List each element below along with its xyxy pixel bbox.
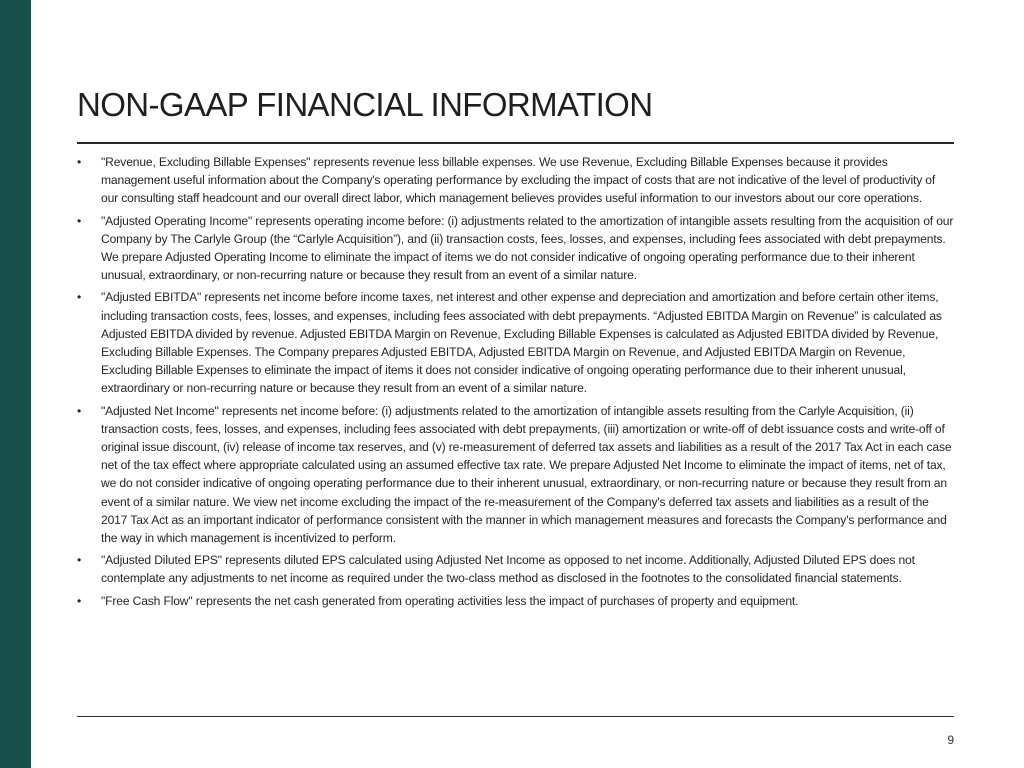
- list-item-adjusted-operating-income: [77, 212, 955, 285]
- bullet-icon: •: [77, 403, 82, 418]
- page-number: 9: [947, 733, 954, 747]
- list-item-text: "Adjusted Diluted EPS" represents diluted EPS calculated using Adjusted Net Income as opposed to net income. Additionally, Adjusted Diluted EPS does not contemplate any adjustments to net income as required under the two-class method as disclosed in the footnotes to the consolidated financial statements.: [101, 553, 915, 586]
- bullet-icon: •: [77, 553, 82, 568]
- list-item-revenue-excl-billable: [77, 153, 955, 208]
- list-item-text: "Free Cash Flow" represents the net cash generated from operating activities less the impact of purchases of property and equipment.: [101, 593, 799, 608]
- list-item-adjusted-ebitda: [77, 288, 955, 397]
- left-accent-bar: [0, 0, 31, 768]
- list-item-text: "Adjusted Operating Income" represents operating income before: (i) adjustments related to the amortization of intangible assets resulting from the acquisition of our Company by The Carlyle Group (the “Carlyle Acquisition”), and (ii) transaction costs, fees, losses, and expenses, including fees associated with debt prepayments. We prepare Adjusted Operating Income to eliminate the impact of items we do not consider indicative of ongoing operating performance due to their inherent unusual, extraordinary, or non-recurring nature or because they result from an event of a similar nature.: [101, 213, 954, 283]
- bullet-icon: •: [77, 213, 82, 228]
- bullet-icon: •: [77, 155, 82, 169]
- page-title: NON-GAAP FINANCIAL INFORMATION: [77, 86, 653, 123]
- definitions-list: [77, 153, 955, 614]
- list-item-text: "Revenue, Excluding Billable Expenses" represents revenue less billable expenses. We use Revenue, Excluding Billable Expenses because it provides management useful information about the Company's operating performance by excluding the impact of costs that are not indicative of the level of productivity of our consulting staff headcount and our overall direct labor, which management believes provides useful information to our investors about our core operations.: [101, 155, 936, 206]
- list-item-text: "Adjusted Net Income" represents net income before: (i) adjustments related to the amortization of intangible assets resulting from the Carlyle Acquisition, (ii) transaction costs, fees, losses, and expenses, including fees associated with debt prepayments, (iii) amortization or write-off of debt issuance costs and write-off of original issue discount, (iv) release of income tax reserves, and (v) re-measurement of deferred tax assets and liabilities as a result of the 2017 Tax Act in each case net of the tax effect where appropriate calculated using an assumed effective tax rate. We prepare Adjusted Net Income to eliminate the impact of items, net of tax, we do not consider indicative of ongoing operating performance due to their inherent unusual, extraordinary, or non-recurring nature or because they result from an event of a similar nature. We view net income excluding the impact of the re-measurement of the Company's deferred tax assets and liabilities as a result of the 2017 Tax Act as an important indicator of performance consistent with the manner in which management measures and forecasts the Company's performance and the way in which management is incentivized to perform.: [101, 403, 952, 546]
- bullet-icon: •: [77, 290, 82, 305]
- bullet-icon: •: [77, 593, 82, 608]
- list-item-text: "Adjusted EBITDA" represents net income before income taxes, net interest and other expense and depreciation and amortization and before certain other items, including transaction costs, fees, losses, and expenses, including fees associated with debt prepayments. “Adjusted EBITDA Margin on Revenue” is calculated as Adjusted EBITDA divided by revenue. Adjusted EBITDA Margin on Revenue, Excluding Billable Expenses is calculated as Adjusted EBITDA divided by Revenue, Excluding Billable Expenses. The Company prepares Adjusted EBITDA, Adjusted EBITDA Margin on Revenue, and Adjusted EBITDA Margin on Revenue, Excluding Billable Expenses to eliminate the impact of items it does not consider indicative of ongoing operating performance due to their inherent unusual, extraordinary or non-recurring nature or because they result from an event of a similar nature.: [101, 290, 942, 396]
- list-item-free-cash-flow: [77, 592, 955, 610]
- list-item-adjusted-diluted-eps: [77, 551, 955, 587]
- footer-divider: [77, 716, 954, 717]
- list-item-adjusted-net-income: [77, 402, 955, 548]
- title-divider: [77, 142, 954, 144]
